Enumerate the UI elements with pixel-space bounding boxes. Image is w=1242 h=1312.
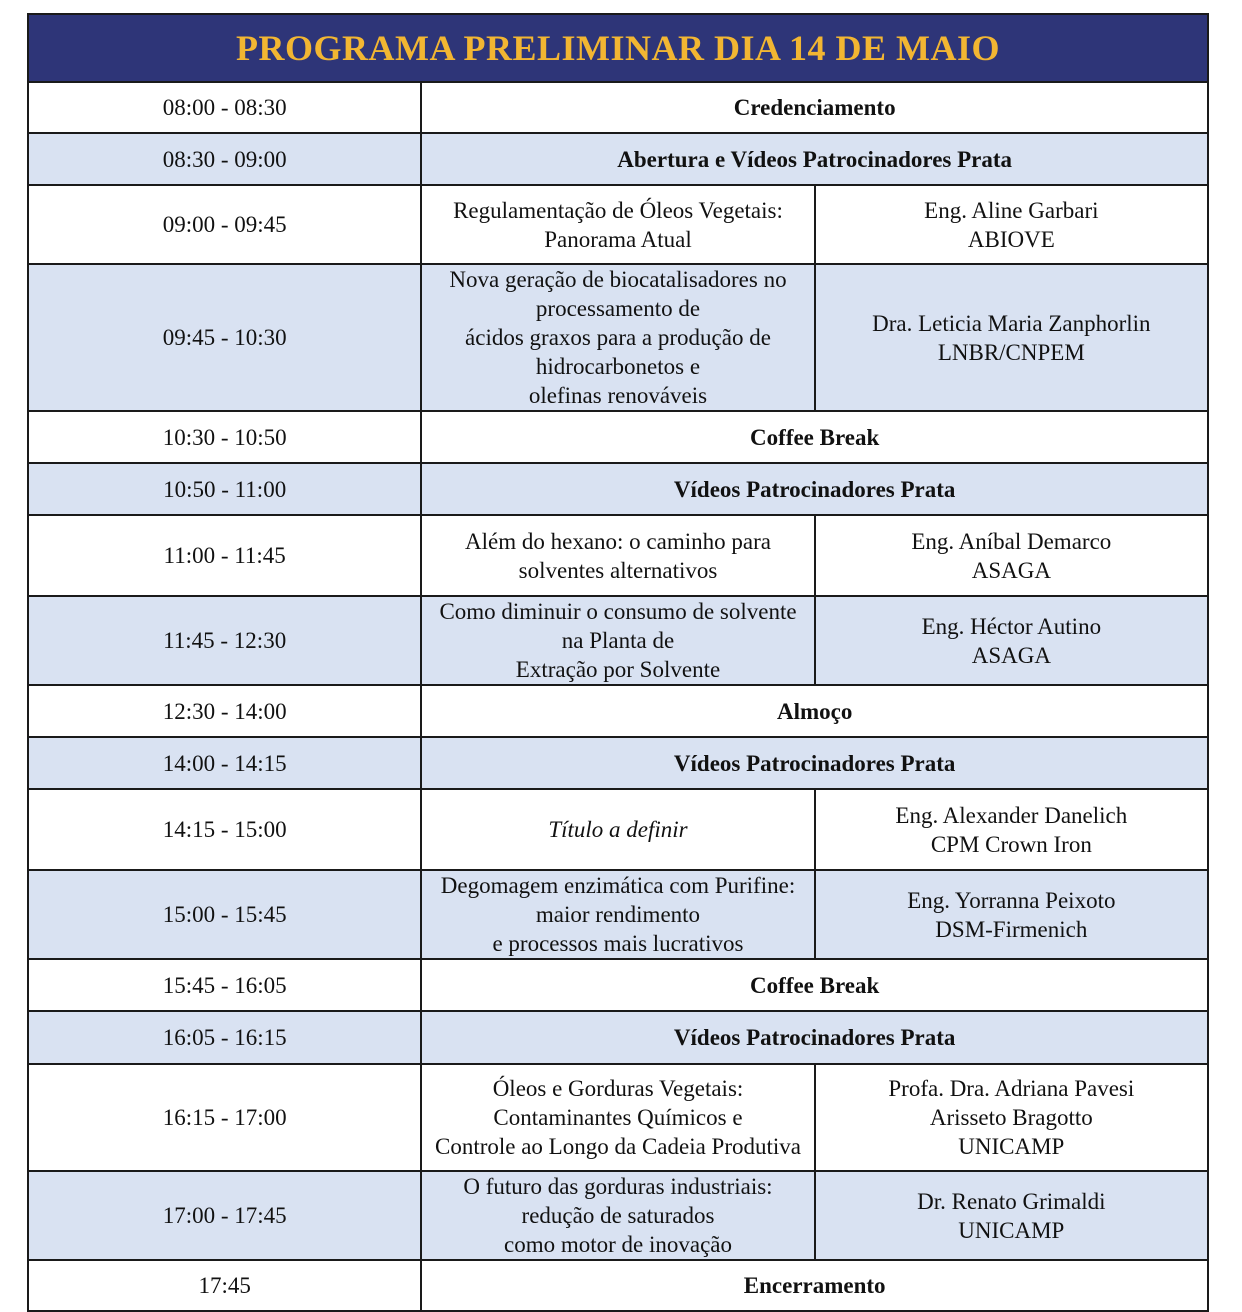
time-cell: 12:30 - 14:00 <box>28 685 421 737</box>
talk-title-line: Controle ao Longo da Cadeia Produtiva <box>434 1134 801 1159</box>
talk-title-line: Além do hexano: o caminho para solventes alternativos <box>465 528 771 583</box>
schedule-body <box>28 82 1208 1311</box>
talk-title-cell <box>421 515 814 596</box>
schedule-table <box>27 13 1209 1312</box>
session-label: Encerramento <box>421 1260 1208 1311</box>
speaker-line: ASAGA <box>971 557 1051 583</box>
table-row <box>28 959 1208 1011</box>
session-label: Abertura e Vídeos Patrocinadores Prata <box>421 133 1208 185</box>
table-row <box>28 1064 1208 1171</box>
talk-title-cell <box>421 185 814 264</box>
speaker-line: UNICAMP <box>958 1134 1065 1159</box>
speaker-line: ASAGA <box>971 642 1051 668</box>
time-cell: 10:50 - 11:00 <box>28 463 421 515</box>
table-row <box>28 82 1208 133</box>
table-row <box>28 1171 1208 1260</box>
time-cell: 14:00 - 14:15 <box>28 737 421 789</box>
talk-title-line: Como diminuir o consumo de solvente na Planta de <box>439 599 797 653</box>
talk-title-line: ácidos graxos para a produção de hidrocarbonetos e <box>465 325 771 379</box>
speaker-line: Dr. Renato Grimaldi <box>917 1188 1106 1214</box>
talk-title-cell <box>421 596 814 685</box>
speaker-cell <box>815 185 1208 264</box>
talk-title-cell <box>421 870 814 959</box>
time-cell: 11:00 - 11:45 <box>28 515 421 596</box>
talk-title-line: Nova geração de biocatalisadores no processamento de <box>449 267 787 321</box>
talk-title-cell <box>421 1171 814 1260</box>
speaker-cell <box>815 1171 1208 1260</box>
time-cell: 09:00 - 09:45 <box>28 185 421 264</box>
time-cell: 08:00 - 08:30 <box>28 82 421 133</box>
speaker-line: Eng. Aline Garbari <box>924 197 1099 223</box>
table-row <box>28 870 1208 959</box>
table-row <box>28 596 1208 685</box>
speaker-line: Eng. Héctor Autino <box>921 613 1102 639</box>
speaker-line: Eng. Yorranna Peixoto <box>907 887 1116 913</box>
time-cell: 15:45 - 16:05 <box>28 959 421 1011</box>
talk-title-line: Degomagem enzimática com Purifine: maior rendimento <box>440 873 796 927</box>
talk-title-line: Título a definir <box>548 817 688 842</box>
time-cell: 14:15 - 15:00 <box>28 789 421 870</box>
speaker-line: UNICAMP <box>958 1217 1065 1243</box>
time-cell: 17:00 - 17:45 <box>28 1171 421 1260</box>
speaker-cell <box>815 789 1208 870</box>
table-row <box>28 185 1208 264</box>
header-row <box>28 14 1208 82</box>
talk-title-line: Óleos e Gorduras Vegetais: Contaminantes Químicos e <box>492 1076 744 1130</box>
speaker-line: ABIOVE <box>967 226 1055 252</box>
speaker-line: Dra. Leticia Maria Zanphorlin <box>872 310 1151 336</box>
talk-title-line: e processos mais lucrativos <box>492 931 744 956</box>
table-row <box>28 133 1208 185</box>
talk-title-line: Extração por Solvente <box>515 657 721 682</box>
speaker-line: Profa. Dra. Adriana Pavesi <box>888 1076 1135 1101</box>
speaker-line: LNBR/CNPEM <box>937 339 1085 365</box>
page-title: PROGRAMA PRELIMINAR DIA 14 DE MAIO <box>28 14 1208 82</box>
speaker-cell <box>815 596 1208 685</box>
time-cell: 08:30 - 09:00 <box>28 133 421 185</box>
speaker-cell <box>815 1064 1208 1171</box>
time-cell: 17:45 <box>28 1260 421 1311</box>
talk-title-line: como motor de inovação <box>503 1232 732 1257</box>
table-row <box>28 1011 1208 1064</box>
session-label: Almoço <box>421 685 1208 737</box>
speaker-line: Eng. Alexander Danelich <box>895 802 1128 828</box>
talk-title-line: Regulamentação de Óleos Vegetais: Panorama Atual <box>453 197 783 252</box>
session-label: Vídeos Patrocinadores Prata <box>421 737 1208 789</box>
time-cell: 10:30 - 10:50 <box>28 411 421 463</box>
session-label: Coffee Break <box>421 959 1208 1011</box>
talk-title-cell <box>421 1064 814 1171</box>
session-label: Coffee Break <box>421 411 1208 463</box>
speaker-cell <box>815 515 1208 596</box>
time-cell: 15:00 - 15:45 <box>28 870 421 959</box>
time-cell: 11:45 - 12:30 <box>28 596 421 685</box>
table-row <box>28 411 1208 463</box>
session-label: Vídeos Patrocinadores Prata <box>421 1011 1208 1064</box>
session-label: Credenciamento <box>421 82 1208 133</box>
talk-title-line: O futuro das gorduras industriais: redução de saturados <box>463 1174 773 1228</box>
time-cell: 16:05 - 16:15 <box>28 1011 421 1064</box>
session-label: Vídeos Patrocinadores Prata <box>421 463 1208 515</box>
table-row <box>28 463 1208 515</box>
table-row <box>28 515 1208 596</box>
table-row <box>28 264 1208 411</box>
time-cell: 16:15 - 17:00 <box>28 1064 421 1171</box>
speaker-line: CPM Crown Iron <box>930 831 1092 857</box>
table-row <box>28 685 1208 737</box>
speaker-cell <box>815 264 1208 411</box>
speaker-line: Arisseto Bragotto <box>929 1105 1093 1130</box>
talk-title-line: olefinas renováveis <box>528 383 708 408</box>
time-cell: 09:45 - 10:30 <box>28 264 421 411</box>
speaker-line: Eng. Aníbal Demarco <box>911 528 1112 554</box>
speaker-line: DSM-Firmenich <box>935 916 1088 942</box>
talk-title-cell <box>421 789 814 870</box>
table-row <box>28 789 1208 870</box>
speaker-cell <box>815 870 1208 959</box>
talk-title-cell <box>421 264 814 411</box>
table-row <box>28 737 1208 789</box>
